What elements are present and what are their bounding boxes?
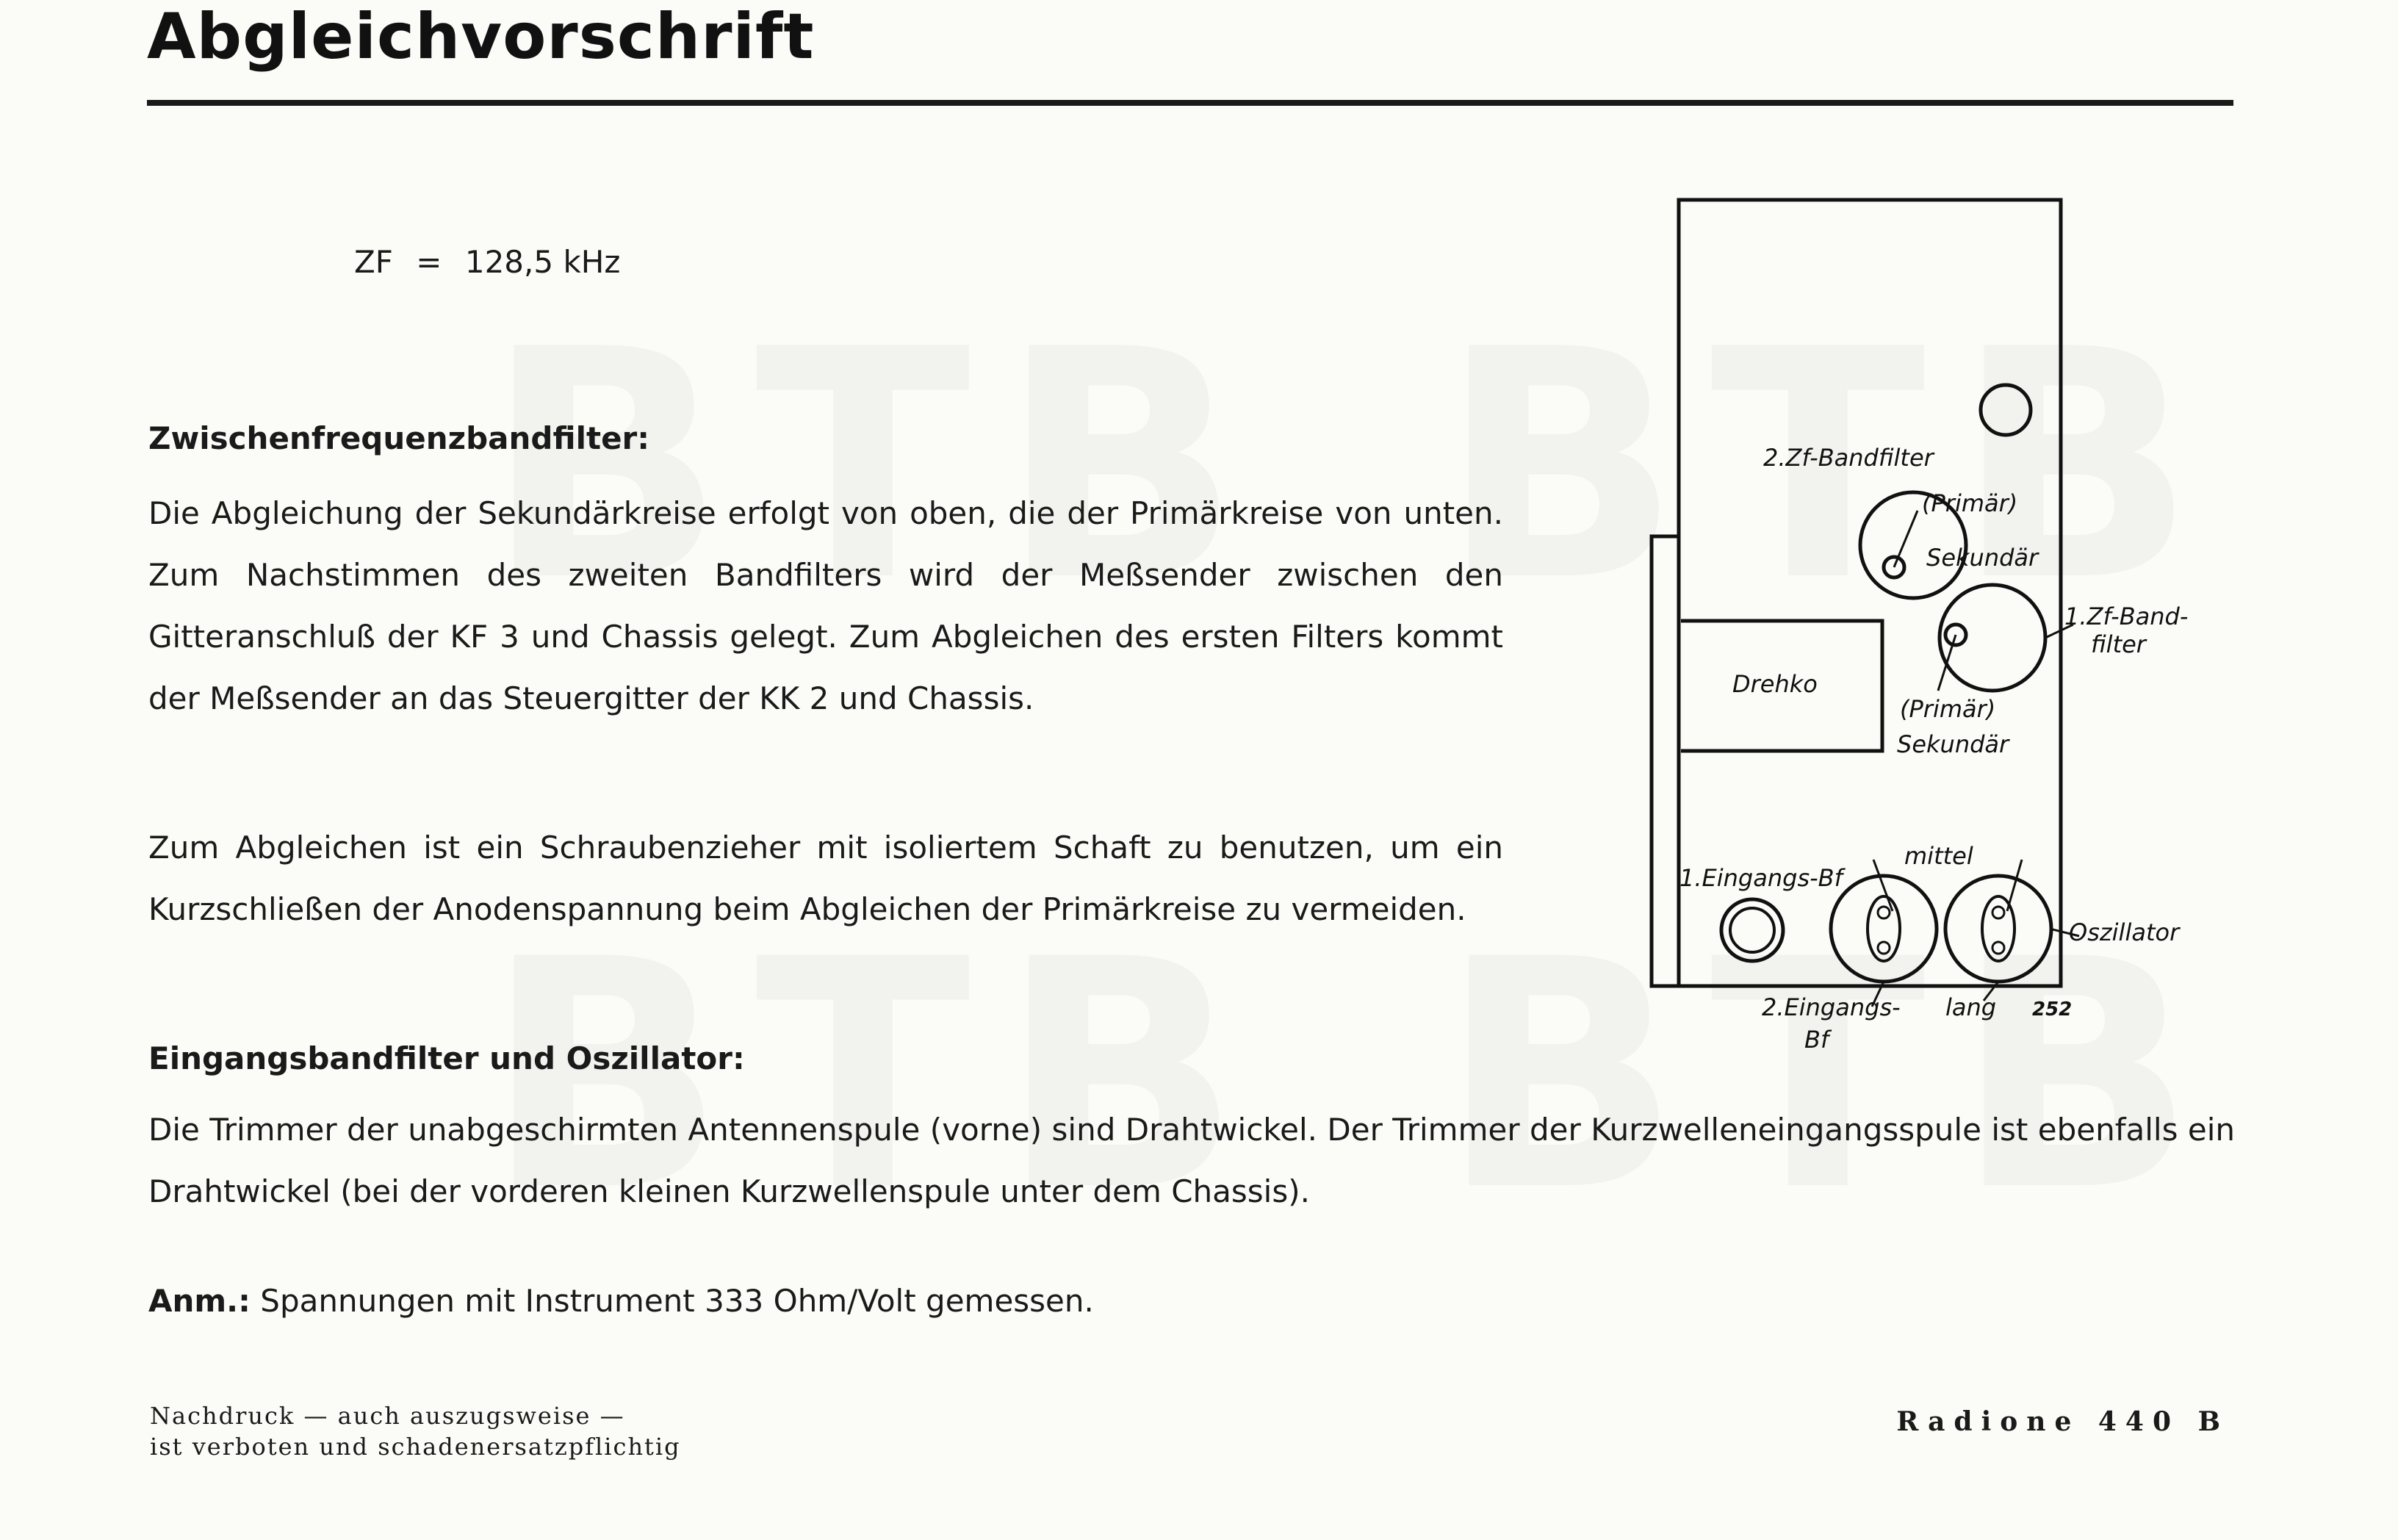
label-oszillator: Oszillator: [2069, 918, 2180, 946]
note: [148, 1283, 1094, 1319]
label-primaer-top: (Primär): [1922, 489, 2018, 517]
zf-label: ZF: [354, 244, 393, 280]
label-1zf-bandfilter-line2: filter: [2091, 630, 2146, 658]
title-divider: [147, 100, 2233, 106]
label-2eingang-bf-line1: 2.Eingangs-: [1762, 993, 1901, 1021]
footer-copyright: [150, 1400, 681, 1462]
label-figure-number: 252: [2032, 999, 2073, 1021]
zf-operator: =: [416, 244, 442, 280]
label-sekundaer-top: Sekundär: [1926, 544, 2039, 572]
section-heading-zf-bandfilter: Zwischenfrequenzbandfilter:: [148, 420, 650, 456]
chassis-diagram: [1638, 184, 2241, 1065]
oszillator-coil: [1945, 876, 2051, 982]
label-primaer-mid: (Primär): [1900, 695, 1996, 723]
mounting-hole: [1981, 385, 2031, 435]
paragraph-schraubenzieher: Zum Abgleichen ist ein Schraubenzieher mit isoliertem Schaft zu benutzen, um ein Kurzschließen der Anodenspannung beim Abgleichen der Primärkreise zu vermeiden.: [148, 830, 1503, 927]
footer-model: Radione 440 B: [1896, 1406, 2229, 1437]
section-heading-eingangsbandfilter: Eingangsbandfilter und Oszillator:: [148, 1040, 745, 1076]
label-1zf-bandfilter-line1: 1.Zf-Band-: [2064, 602, 2189, 630]
footer-copyright-line1: Nachdruck — auch auszugsweise —: [150, 1402, 625, 1430]
zf-value: 128,5 kHz: [464, 244, 621, 280]
chassis-side-rail: [1652, 536, 1679, 986]
zf-frequency: [354, 244, 620, 280]
label-sekundaer-mid: Sekundär: [1897, 730, 2009, 758]
eingang-bf-2: [1831, 876, 1937, 982]
footer-copyright-line2: ist verboten und schadenersatzpflichtig: [150, 1433, 681, 1461]
paragraph-trimmer: Die Trimmer der unabgeschirmten Antennenspule (vorne) sind Drahtwickel. Der Trimmer der Kurzwelleneingangsspule ist ebenfalls ein Drahtwickel (bei der vorderen kleinen Kurzwellenspule unter dem Chassis).: [148, 1112, 2235, 1209]
note-text: Spannungen mit Instrument 333 Ohm/Volt gemessen.: [260, 1283, 1094, 1319]
page-title: Abgleichvorschrift: [147, 0, 815, 73]
label-mittel: mittel: [1904, 842, 1973, 870]
label-lang: lang: [1945, 993, 1997, 1021]
label-drehko: Drehko: [1732, 670, 1818, 698]
note-label: Anm.:: [148, 1283, 251, 1319]
label-2eingang-bf-line2: Bf: [1804, 1026, 1829, 1054]
label-1eingang-bf: 1.Eingangs-Bf: [1679, 864, 1843, 892]
paragraph-zf-abgleich: Die Abgleichung der Sekundärkreise erfolgt von oben, die der Primärkreise von unten. Zum Nachstimmen des zweiten Bandfilters wird der Meßsender zwischen den Gitteranschluß der KF 3 und Chassis gelegt. Zum Abgleichen des ersten Filters kommt der Meßsender an das Steuergitter der KK 2 und Chassis.: [148, 495, 1503, 716]
label-2zf-bandfilter: 2.Zf-Bandfilter: [1763, 444, 1934, 472]
